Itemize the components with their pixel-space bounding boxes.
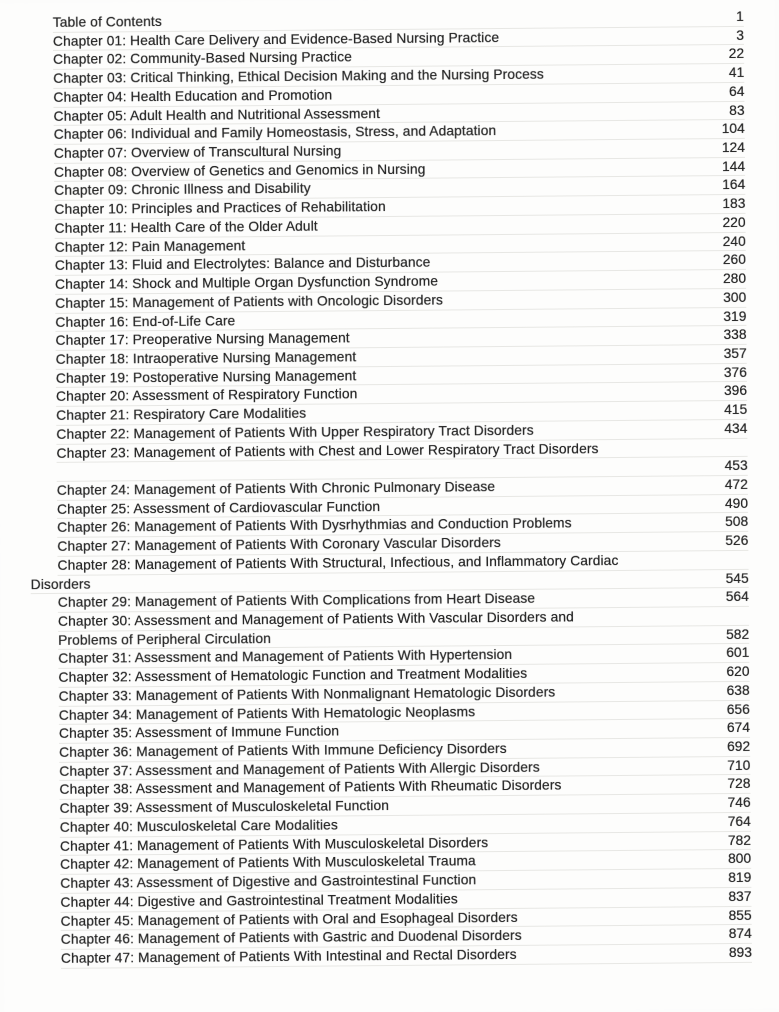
toc-entry-page: 782: [727, 832, 751, 848]
toc-entry-title: Chapter 38: Assessment and Management of Patients With Rheumatic Disorders: [59, 777, 562, 798]
toc-entry-title: Chapter 30: Assessment and Management of Patients With Vascular Disorders and: [57, 609, 574, 629]
toc-entry-page: 300: [723, 289, 747, 305]
toc-entry-page: 837: [728, 888, 752, 904]
toc-entry-page: 240: [722, 233, 746, 249]
toc-entry-title: Chapter 37: Assessment and Management of Patients With Allergic Disorders: [59, 759, 540, 779]
toc-entry-title: Chapter 08: Overview of Genetics and Genomics in Nursing: [54, 161, 426, 180]
toc-entry-page: 220: [722, 214, 746, 230]
toc-entry-page: 338: [723, 327, 747, 343]
toc-entry-title: Chapter 11: Health Care of the Older Adult: [54, 218, 318, 236]
toc-entry-page: 104: [721, 121, 745, 137]
toc-entry-page: 601: [726, 645, 750, 661]
toc-entry-page: 526: [725, 532, 749, 549]
toc-entry-title: Chapter 32: Assessment of Hematologic Function and Treatment Modalities: [58, 665, 528, 686]
toc-entry-page: 22: [728, 46, 745, 62]
toc-entry-title: Chapter 12: Pain Management: [54, 237, 246, 255]
toc-entry-page: 183: [722, 196, 746, 212]
toc-entry-page: 453: [724, 458, 748, 474]
toc-entry-title: Chapter 10: Principles and Practices of Rehabilitation: [54, 199, 386, 218]
toc-entry-page: 764: [727, 813, 751, 829]
toc-entry-title: Chapter 47: Management of Patients With Intestinal and Rectal Disorders: [60, 946, 517, 966]
toc-entry-title: Chapter 22: Management of Patients With Upper Respiratory Tract Disorders: [56, 422, 534, 442]
toc-entry-page: 855: [728, 907, 752, 923]
toc-entry-title: Chapter 42: Management of Patients With Musculoskeletal Trauma: [60, 853, 476, 873]
toc-entry-title: Chapter 20: Assessment of Respiratory Function: [55, 386, 358, 405]
toc-entry-page: 124: [721, 139, 745, 156]
toc-entry-title: Table of Contents: [52, 13, 162, 30]
toc-entry-page: 1: [735, 8, 744, 24]
toc-entry-title: Chapter 26: Management of Patients With Dysrhythmias and Conduction Problems: [57, 515, 572, 536]
toc-entry-title: Chapter 15: Management of Patients with Oncologic Disorders: [55, 292, 444, 311]
toc-entry-title: Chapter 40: Musculoskeletal Care Modalities: [59, 817, 338, 835]
toc-entry-page: 710: [727, 757, 751, 773]
toc-entry-page: 638: [726, 682, 750, 698]
toc-entry-page: 434: [724, 420, 748, 436]
toc-entry-page: 545: [725, 570, 749, 586]
toc-entry-page: 319: [723, 308, 747, 324]
toc-entry-title: Chapter 06: Individual and Family Homeostasis, Stress, and Adaptation: [53, 123, 497, 143]
toc-entry-page: 472: [724, 476, 748, 493]
toc-entry-page: 582: [726, 626, 750, 642]
toc-entry-title: Chapter 24: Management of Patients With Chronic Pulmonary Disease: [56, 479, 496, 498]
toc-entry-title: Chapter 23: Management of Patients with Chest and Lower Respiratory Tract Disorders: [56, 440, 599, 461]
toc-entry-title: Chapter 14: Shock and Multiple Organ Dysfunction Syndrome: [54, 273, 439, 292]
toc-entry-page: 893: [728, 944, 752, 960]
toc-entry-page: 41: [728, 65, 745, 81]
toc-entry-title: Chapter 09: Chronic Illness and Disability: [54, 181, 311, 199]
toc-entry-title: Problems of Peripheral Circulation: [58, 630, 271, 648]
toc-entry-title: Chapter 27: Management of Patients With Coronary Vascular Disorders: [57, 535, 501, 555]
toc-entry-page: 874: [728, 926, 752, 942]
toc-entry-title: Chapter 44: Digestive and Gastrointestinal Treatment Modalities: [60, 891, 458, 910]
toc-entry-title: Chapter 28: Management of Patients With Structural, Infectious, and Inflammatory Cardiac: [57, 552, 619, 573]
toc-entry-page: 357: [723, 345, 747, 362]
toc-entry-title: Chapter 31: Assessment and Management of Patients With Hypertension: [58, 647, 513, 667]
toc-entry-page: 376: [723, 364, 747, 380]
toc-entry-title: Chapter 43: Assessment of Digestive and Gastrointestinal Function: [60, 872, 477, 891]
toc-entry-title: Chapter 13: Fluid and Electrolytes: Balance and Disturbance: [54, 254, 431, 274]
toc-entry-page: 746: [727, 795, 751, 811]
toc-entry-title: Chapter 45: Management of Patients with Oral and Esophageal Disorders: [60, 909, 518, 929]
toc-entry-title: Chapter 29: Management of Patients With Complications from Heart Disease: [57, 591, 536, 611]
toc-entry-page: 508: [725, 514, 749, 530]
toc-entry-page: 656: [726, 701, 750, 717]
toc-entry-page: 692: [727, 738, 751, 755]
toc-entry-title: Chapter 03: Critical Thinking, Ethical Decision Making and the Nursing Process: [53, 66, 544, 87]
toc-entry-title: Chapter 17: Preoperative Nursing Management: [55, 330, 350, 349]
toc-entry-page: 83: [729, 102, 745, 118]
toc-entry-title: Chapter 46: Management of Patients with Gastric and Duodenal Disorders: [60, 928, 522, 948]
toc-entry-title: Disorders: [30, 576, 91, 592]
toc-entry-title: Chapter 19: Postoperative Nursing Management: [55, 367, 357, 386]
toc-entry-title: Chapter 36: Management of Patients With Immune Deficiency Disorders: [59, 741, 507, 760]
toc-entry-title: Chapter 18: Intraoperative Nursing Management: [55, 349, 357, 367]
toc-entry-page: 620: [726, 664, 750, 680]
toc-entry-title: Chapter 41: Management of Patients With Musculoskeletal Disorders: [59, 834, 489, 854]
toc-entry-page: 728: [727, 776, 751, 792]
toc-entry-page: 490: [724, 495, 749, 511]
toc-entry-title: Chapter 34: Management of Patients With Hematologic Neoplasms: [58, 703, 476, 723]
toc-entry-title: Chapter 25: Assessment of Cardiovascular Function: [56, 498, 381, 517]
toc-entry-title: Chapter 04: Health Education and Promotion: [53, 87, 333, 105]
toc-entry-page: 164: [722, 177, 746, 193]
toc-entry-page: 564: [725, 589, 749, 605]
toc-entry-page: 3: [736, 27, 744, 43]
toc-entry-title: Chapter 01: Health Care Delivery and Evidence-Based Nursing Practice: [52, 29, 500, 49]
toc-entry-page: 674: [726, 720, 751, 736]
toc-entry-title: Chapter 33: Management of Patients With Nonmalignant Hematologic Disorders: [58, 684, 556, 704]
toc-entry-page: 396: [723, 383, 748, 399]
toc-entry-page: 280: [722, 270, 747, 287]
toc-entry-title: Chapter 21: Respiratory Care Modalities: [56, 405, 307, 423]
toc-entry-page: 800: [727, 851, 752, 867]
toc-entry-title: Chapter 35: Assessment of Immune Function: [58, 723, 340, 742]
toc-entry-page: 415: [724, 401, 748, 418]
toc-entry-title: Chapter 39: Assessment of Musculoskeletal Function: [59, 798, 390, 817]
toc-entry-title: Chapter 05: Adult Health and Nutritional Assessment: [53, 105, 381, 124]
toc-entry-page: 144: [721, 158, 746, 174]
toc-entry-page: 260: [722, 252, 746, 268]
toc-entry-title: Chapter 02: Community-Based Nursing Practice: [53, 49, 353, 68]
toc-entry-title: Chapter 07: Overview of Transcultural Nursing: [53, 143, 342, 161]
toc-entry-title: Chapter 16: End-of-Life Care: [55, 312, 236, 330]
toc-entry-page: 819: [728, 869, 752, 886]
toc-entry-page: 64: [728, 83, 745, 99]
